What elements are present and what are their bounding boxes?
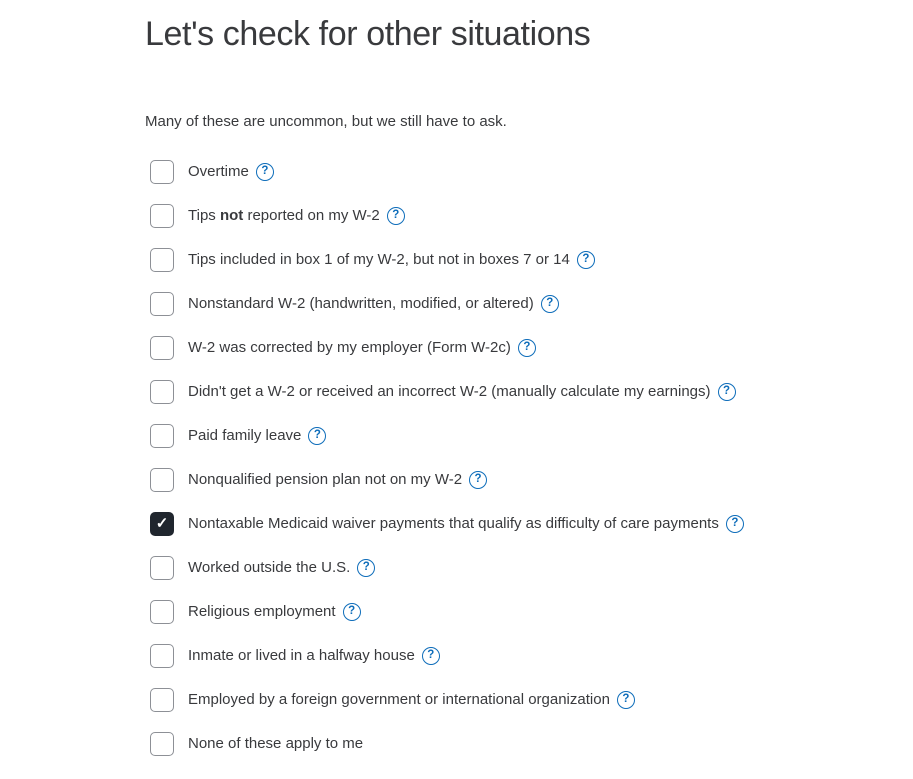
help-icon[interactable]: ? <box>726 515 744 533</box>
help-icon[interactable]: ? <box>343 603 361 621</box>
checkbox-unchecked[interactable] <box>150 204 174 228</box>
checkbox-unchecked[interactable] <box>150 424 174 448</box>
situation-label: Nonstandard W-2 (handwritten, modified, or altered) <box>188 295 534 312</box>
help-icon[interactable]: ? <box>357 559 375 577</box>
situation-label: Inmate or lived in a halfway house <box>188 647 415 664</box>
page-title: Let's check for other situations <box>145 15 591 53</box>
situation-label: Paid family leave <box>188 427 302 444</box>
situation-row-none-apply[interactable] <box>150 732 363 756</box>
situation-label: None of these apply to me <box>188 735 364 752</box>
situation-label: W-2 was corrected by my employer (Form W-2c) <box>188 339 511 356</box>
checkbox-unchecked[interactable] <box>150 380 174 404</box>
situation-row-overtime[interactable] <box>150 160 274 184</box>
situation-row-tips-box1[interactable] <box>150 248 595 272</box>
situation-row-w2-corrected[interactable] <box>150 336 536 360</box>
situation-label: Nonqualified pension plan not on my W-2 <box>188 471 463 488</box>
help-icon[interactable]: ? <box>617 691 635 709</box>
situation-label: Nontaxable Medicaid waiver payments that qualify as difficulty of care payments <box>188 515 719 532</box>
help-icon[interactable]: ? <box>422 647 440 665</box>
situation-row-nonstandard-w2[interactable] <box>150 292 559 316</box>
checkbox-unchecked[interactable] <box>150 732 174 756</box>
help-icon[interactable]: ? <box>256 163 274 181</box>
checkbox-unchecked[interactable] <box>150 160 174 184</box>
situation-row-nonqualified-pension[interactable] <box>150 468 487 492</box>
checkbox-unchecked[interactable] <box>150 644 174 668</box>
situation-row-medicaid-waiver[interactable] <box>150 512 744 536</box>
situation-row-inmate-halfway-house[interactable] <box>150 644 440 668</box>
checkbox-unchecked[interactable] <box>150 688 174 712</box>
situation-row-paid-family-leave[interactable] <box>150 424 326 448</box>
checkbox-unchecked[interactable] <box>150 600 174 624</box>
checkmark-icon: ✓ <box>155 514 169 532</box>
help-icon[interactable]: ? <box>541 295 559 313</box>
help-icon[interactable]: ? <box>577 251 595 269</box>
situation-label: Worked outside the U.S. <box>188 559 351 576</box>
situation-row-worked-outside-us[interactable] <box>150 556 375 580</box>
checkbox-unchecked[interactable] <box>150 556 174 580</box>
checkbox-unchecked[interactable] <box>150 248 174 272</box>
situation-label: Didn't get a W-2 or received an incorrect W-2 (manually calculate my earnings) <box>188 383 711 400</box>
checkbox-unchecked[interactable] <box>150 468 174 492</box>
situation-row-no-w2-or-incorrect[interactable] <box>150 380 736 404</box>
help-icon[interactable]: ? <box>518 339 536 357</box>
help-icon[interactable]: ? <box>718 383 736 401</box>
page-subtitle: Many of these are uncommon, but we still have to ask. <box>145 113 507 130</box>
situation-row-religious-employment[interactable] <box>150 600 361 624</box>
help-icon[interactable]: ? <box>308 427 326 445</box>
checkbox-checked[interactable] <box>150 512 174 536</box>
situation-label: Overtime <box>188 163 249 180</box>
situation-label: Tips not reported on my W-2 <box>188 207 380 224</box>
checkbox-unchecked[interactable] <box>150 292 174 316</box>
situation-row-tips-not-reported[interactable] <box>150 204 405 228</box>
checkbox-unchecked[interactable] <box>150 336 174 360</box>
situation-label: Employed by a foreign government or international organization <box>188 691 610 708</box>
situation-label: Religious employment <box>188 603 336 620</box>
help-icon[interactable]: ? <box>469 471 487 489</box>
situation-label: Tips included in box 1 of my W-2, but not in boxes 7 or 14 <box>188 251 570 268</box>
situation-list <box>150 160 913 756</box>
situation-row-foreign-government[interactable] <box>150 688 635 712</box>
help-icon[interactable]: ? <box>387 207 405 225</box>
